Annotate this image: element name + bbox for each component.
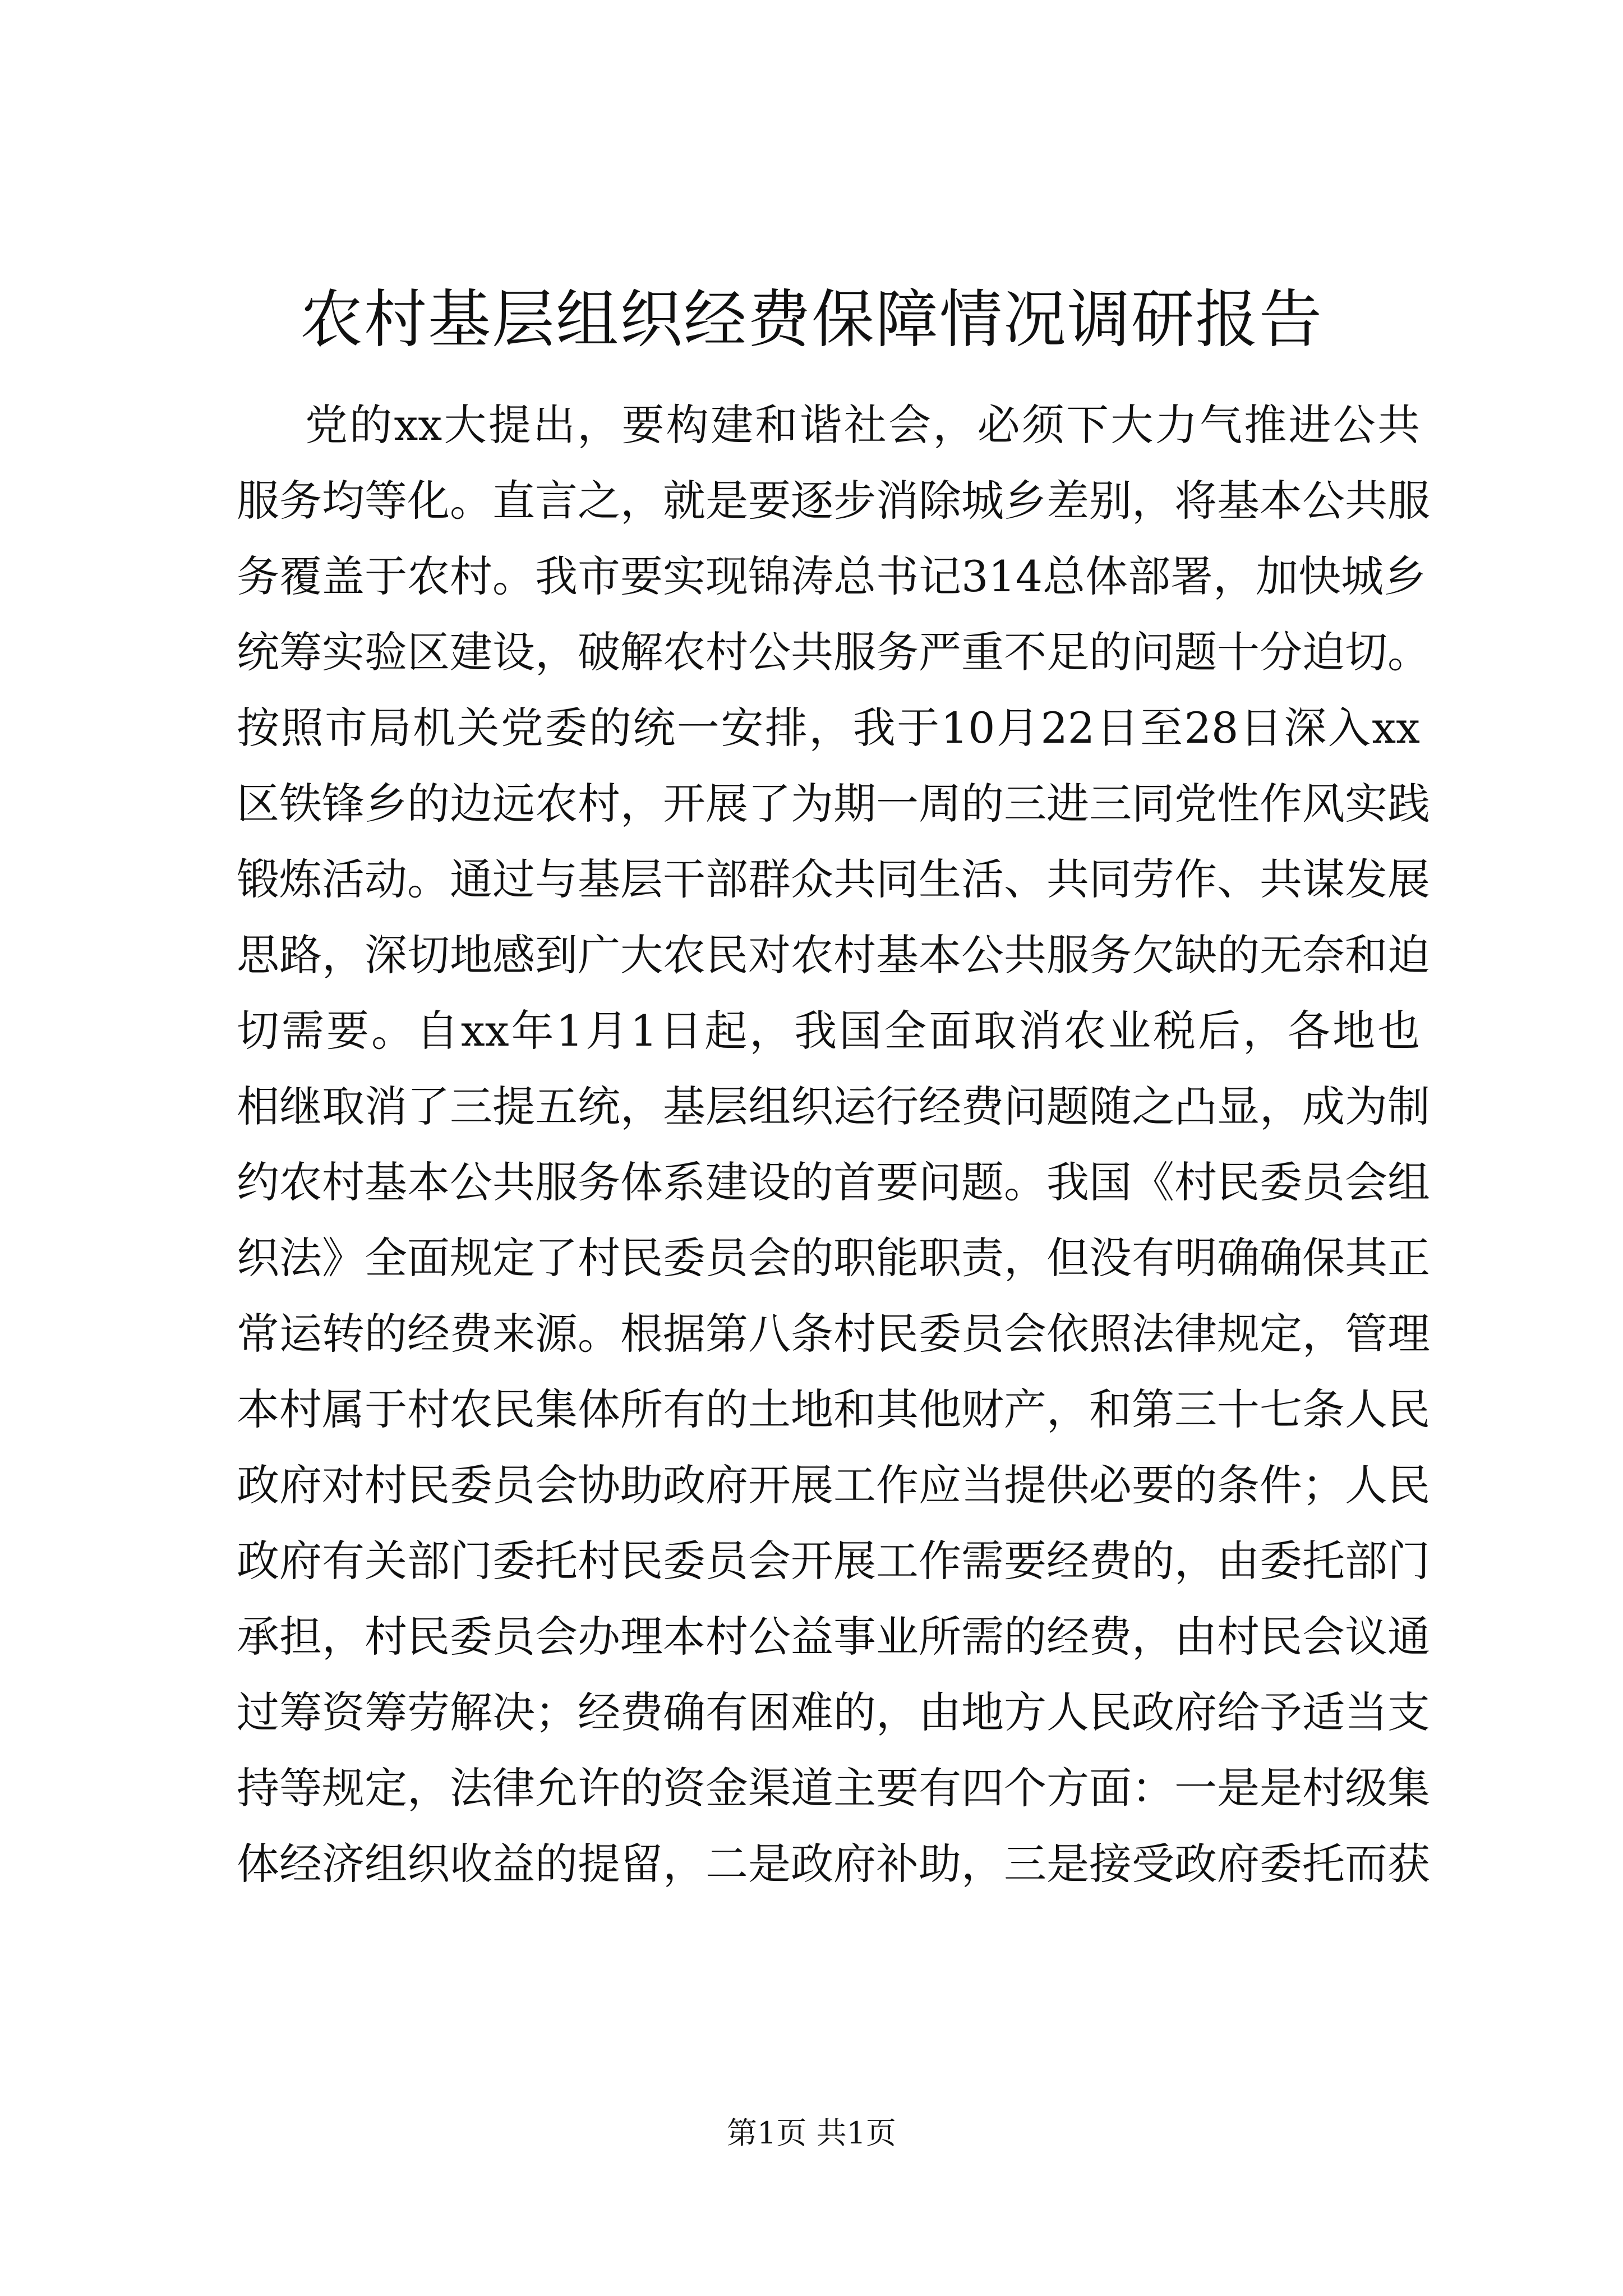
body-line: 承担，村民委员会办理本村公益事业所需的经费，由村民会议通	[237, 1612, 1430, 1662]
body-line: 过筹资筹劳解决；经费确有困难的，由地方人民政府给予适当支	[237, 1687, 1430, 1737]
body-line: 统筹实验区建设，破解农村公共服务严重不足的问题十分迫切。	[237, 627, 1430, 677]
body-line: 体经济组织收益的提留，二是政府补助，三是接受政府委托而获	[237, 1839, 1430, 1889]
body-line: 锻炼活动。通过与基层干部群众共同生活、共同劳作、共谋发展	[237, 854, 1430, 904]
document-title: 农村基层组织经费保障情况调研报告	[300, 283, 1323, 356]
body-line: 切需要。自xx年1月1日起，我国全面取消农业税后，各地也	[237, 1006, 1420, 1056]
body-line: 区铁锋乡的边远农村，开展了为期一周的三进三同党性作风实践	[237, 779, 1430, 829]
body-line: 服务均等化。直言之，就是要逐步消除城乡差别，将基本公共服	[237, 476, 1430, 526]
body-line: 思路，深切地感到广大农民对农村基本公共服务欠缺的无奈和迫	[237, 930, 1430, 980]
body-line: 政府对村民委员会协助政府开展工作应当提供必要的条件；人民	[237, 1460, 1430, 1510]
body-line: 常运转的经费来源。根据第八条村民委员会依照法律规定，管理	[237, 1309, 1430, 1359]
page-footer: 第1页 共1页	[727, 2115, 896, 2151]
body-line: 持等规定，法律允许的资金渠道主要有四个方面：一是是村级集	[237, 1763, 1430, 1813]
body-line: 织法》全面规定了村民委员会的职能职责，但没有明确确保其正	[237, 1233, 1430, 1283]
body-line: 政府有关部门委托村民委员会开展工作需要经费的，由委托部门	[237, 1536, 1430, 1586]
body-line: 相继取消了三提五统，基层组织运行经费问题随之凸显，成为制	[237, 1082, 1430, 1131]
body-line: 按照市局机关党委的统一安排，我于10月22日至28日深入xx	[237, 703, 1420, 753]
body-line: 务覆盖于农村。我市要实现锦涛总书记314总体部署，加快城乡	[237, 551, 1427, 601]
body-line: 约农村基本公共服务体系建设的首要问题。我国《村民委员会组	[237, 1157, 1430, 1207]
document-body	[237, 387, 1430, 1902]
body-line: 本村属于村农民集体所有的土地和其他财产，和第三十七条人民	[237, 1384, 1430, 1434]
body-line: 党的xx大提出，要构建和谐社会，必须下大力气推进公共	[305, 400, 1420, 450]
